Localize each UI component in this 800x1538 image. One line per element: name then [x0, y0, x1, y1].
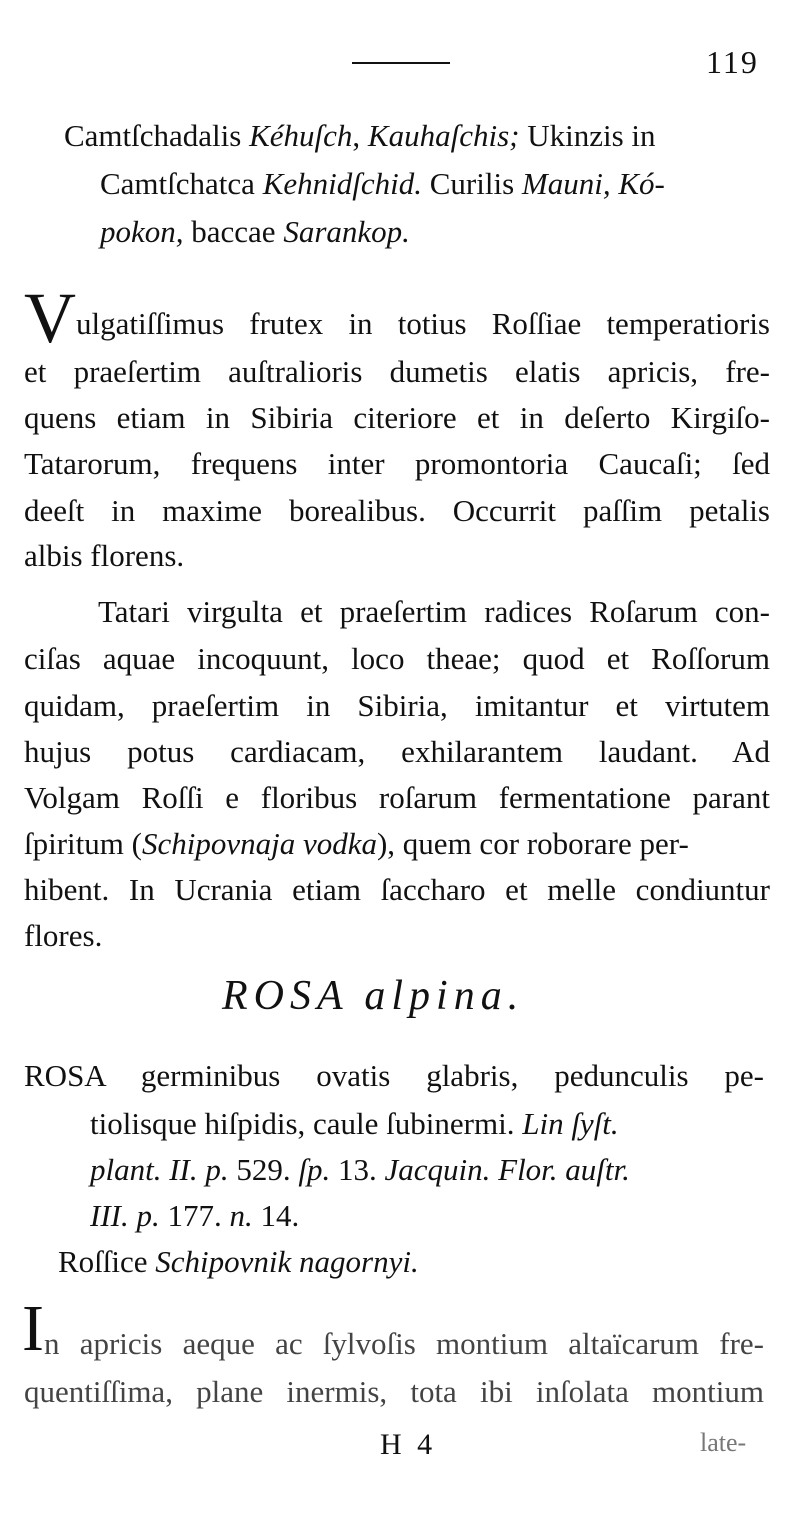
header-rule	[352, 62, 450, 64]
para2-line: Volgam Roſſi e floribus roſarum fermentatione parant	[24, 780, 770, 815]
diagnosis-line-1: ROSA germinibus ovatis glabris, pedunculis pe-	[24, 1058, 764, 1093]
para2-line: Tatari virgulta et praeſertim radices Roſarum con-	[98, 594, 770, 629]
para1-line: deeſt in maxime borealibus. Occurrit paſſim petalis	[24, 493, 770, 528]
para3-line: quentiſſima, plane inermis, tota ibi inſolata montium	[24, 1374, 764, 1409]
para1-line: quens etiam in Sibiria citeriore et in deſerto Kirgiſo-	[24, 400, 770, 435]
para2-line: hibent. In Ucrania etiam ſaccharo et melle condiuntur	[24, 872, 770, 907]
names-line-2: Camtſchatca Kehnidſchid. Curilis Mauni, Kó-	[100, 166, 665, 201]
para1-line: albis florens.	[24, 538, 185, 573]
catchword: late-	[700, 1428, 747, 1457]
para2-line: hujus potus cardiacam, exhilarantem laudant. Ad	[24, 734, 770, 769]
para1-line: ulgatiſſimus frutex in totius Roſſiae temperatioris	[76, 306, 770, 341]
para3-line: n apricis aeque ac ſylvoſis montium altaïcarum fre-	[44, 1326, 764, 1361]
names-line-1: Camtſchadalis Kéhuſch, Kauhaſchis; Ukinzis in	[64, 118, 656, 153]
para1-line: Tatarorum, frequens inter promontoria Caucaſi; ſed	[24, 446, 770, 481]
diagnosis-line-3: plant. II. p. 529. ſp. 13. Jacquin. Flor. auſtr.	[90, 1152, 630, 1187]
page-number: 119	[706, 44, 759, 80]
para2-line-6: ſpiritum (Schipovnaja vodka), quem cor roborare per-	[24, 826, 689, 861]
para2-line: flores.	[24, 918, 103, 953]
diagnosis-line-4: III. p. 177. n. 14.	[90, 1198, 300, 1233]
names-line-3: pokon, baccae Sarankop.	[100, 214, 410, 249]
drop-initial-v: V	[24, 278, 76, 358]
section-title: ROSA alpina.	[222, 973, 525, 1019]
para1-line: et praeſertim auſtralioris dumetis elatis apricis, fre-	[24, 354, 770, 389]
para2-line: quidam, praeſertim in Sibiria, imitantur et virtutem	[24, 688, 770, 723]
diagnosis-line-2: tiolisque hiſpidis, caule ſubinermi. Lin ſyſt.	[90, 1106, 619, 1141]
signature-mark: H 4	[380, 1428, 437, 1461]
russian-name: Roſſice Schipovnik nagornyi.	[58, 1244, 419, 1279]
para2-line: ciſas aquae incoquunt, loco theae; quod et Roſſorum	[24, 641, 770, 676]
drop-initial-i: I	[22, 1292, 44, 1365]
